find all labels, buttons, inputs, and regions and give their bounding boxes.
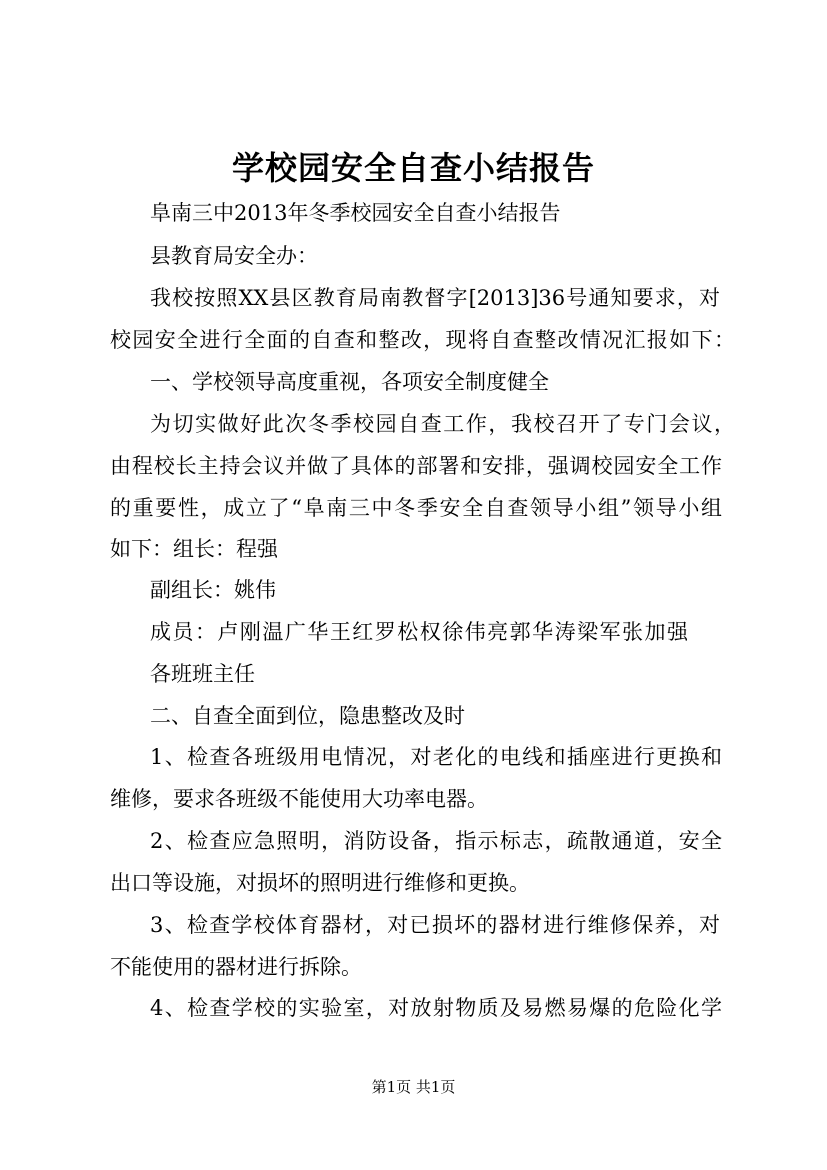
document-title: 学校园安全自查小结报告: [231, 149, 595, 187]
section-heading: 一、学校领导高度重视，各项安全制度健全: [150, 370, 549, 394]
body-line: 校园安全进行全面的自查和整改，现将自查整改情况汇报如下：: [110, 328, 735, 352]
body-line: 成员：卢刚温广华王红罗松权徐伟亮郭华涛梁军张加强: [150, 620, 688, 644]
body-line: 各班班主任: [150, 662, 255, 686]
body-line: 为切实做好此次冬季校园自查工作，我校召开了专门会议，: [150, 412, 735, 436]
body-line: 4、检查学校的实验室，对放射物质及易燃易爆的危险化学: [150, 996, 722, 1020]
body-line: 如下：组长：程强: [110, 537, 278, 561]
section-heading: 二、自查全面到位，隐患整改及时: [150, 704, 465, 728]
page-footer: 第1页 共1页: [371, 1078, 456, 1096]
body-line: 阜南三中2013年冬季校园安全自查小结报告: [150, 201, 561, 225]
body-line: 不能使用的器材进行拆除。: [110, 955, 362, 979]
body-line: 出口等设施，对损坏的照明进行维修和更换。: [110, 871, 530, 895]
body-line: 由程校长主持会议并做了具体的部署和安排，强调校园安全工作: [110, 454, 722, 478]
body-line: 1、检查各班级用电情况，对老化的电线和插座进行更换和: [150, 745, 722, 769]
body-line: 3、检查学校体育器材，对已损坏的器材进行维修保养，对: [150, 913, 720, 937]
body-line: 副组长：姚伟: [150, 578, 276, 602]
body-line: 的重要性，成立了“阜南三中冬季安全自查领导小组”领导小组: [110, 496, 722, 520]
body-line: 县教育局安全办：: [150, 244, 318, 268]
body-line: 2、检查应急照明，消防设备，指示标志，疏散通道，安全: [150, 829, 722, 853]
body-line: 我校按照XX县区教育局南教督字[2013]36号通知要求，对: [150, 286, 720, 310]
body-line: 维修，要求各班级不能使用大功率电器。: [110, 787, 488, 811]
